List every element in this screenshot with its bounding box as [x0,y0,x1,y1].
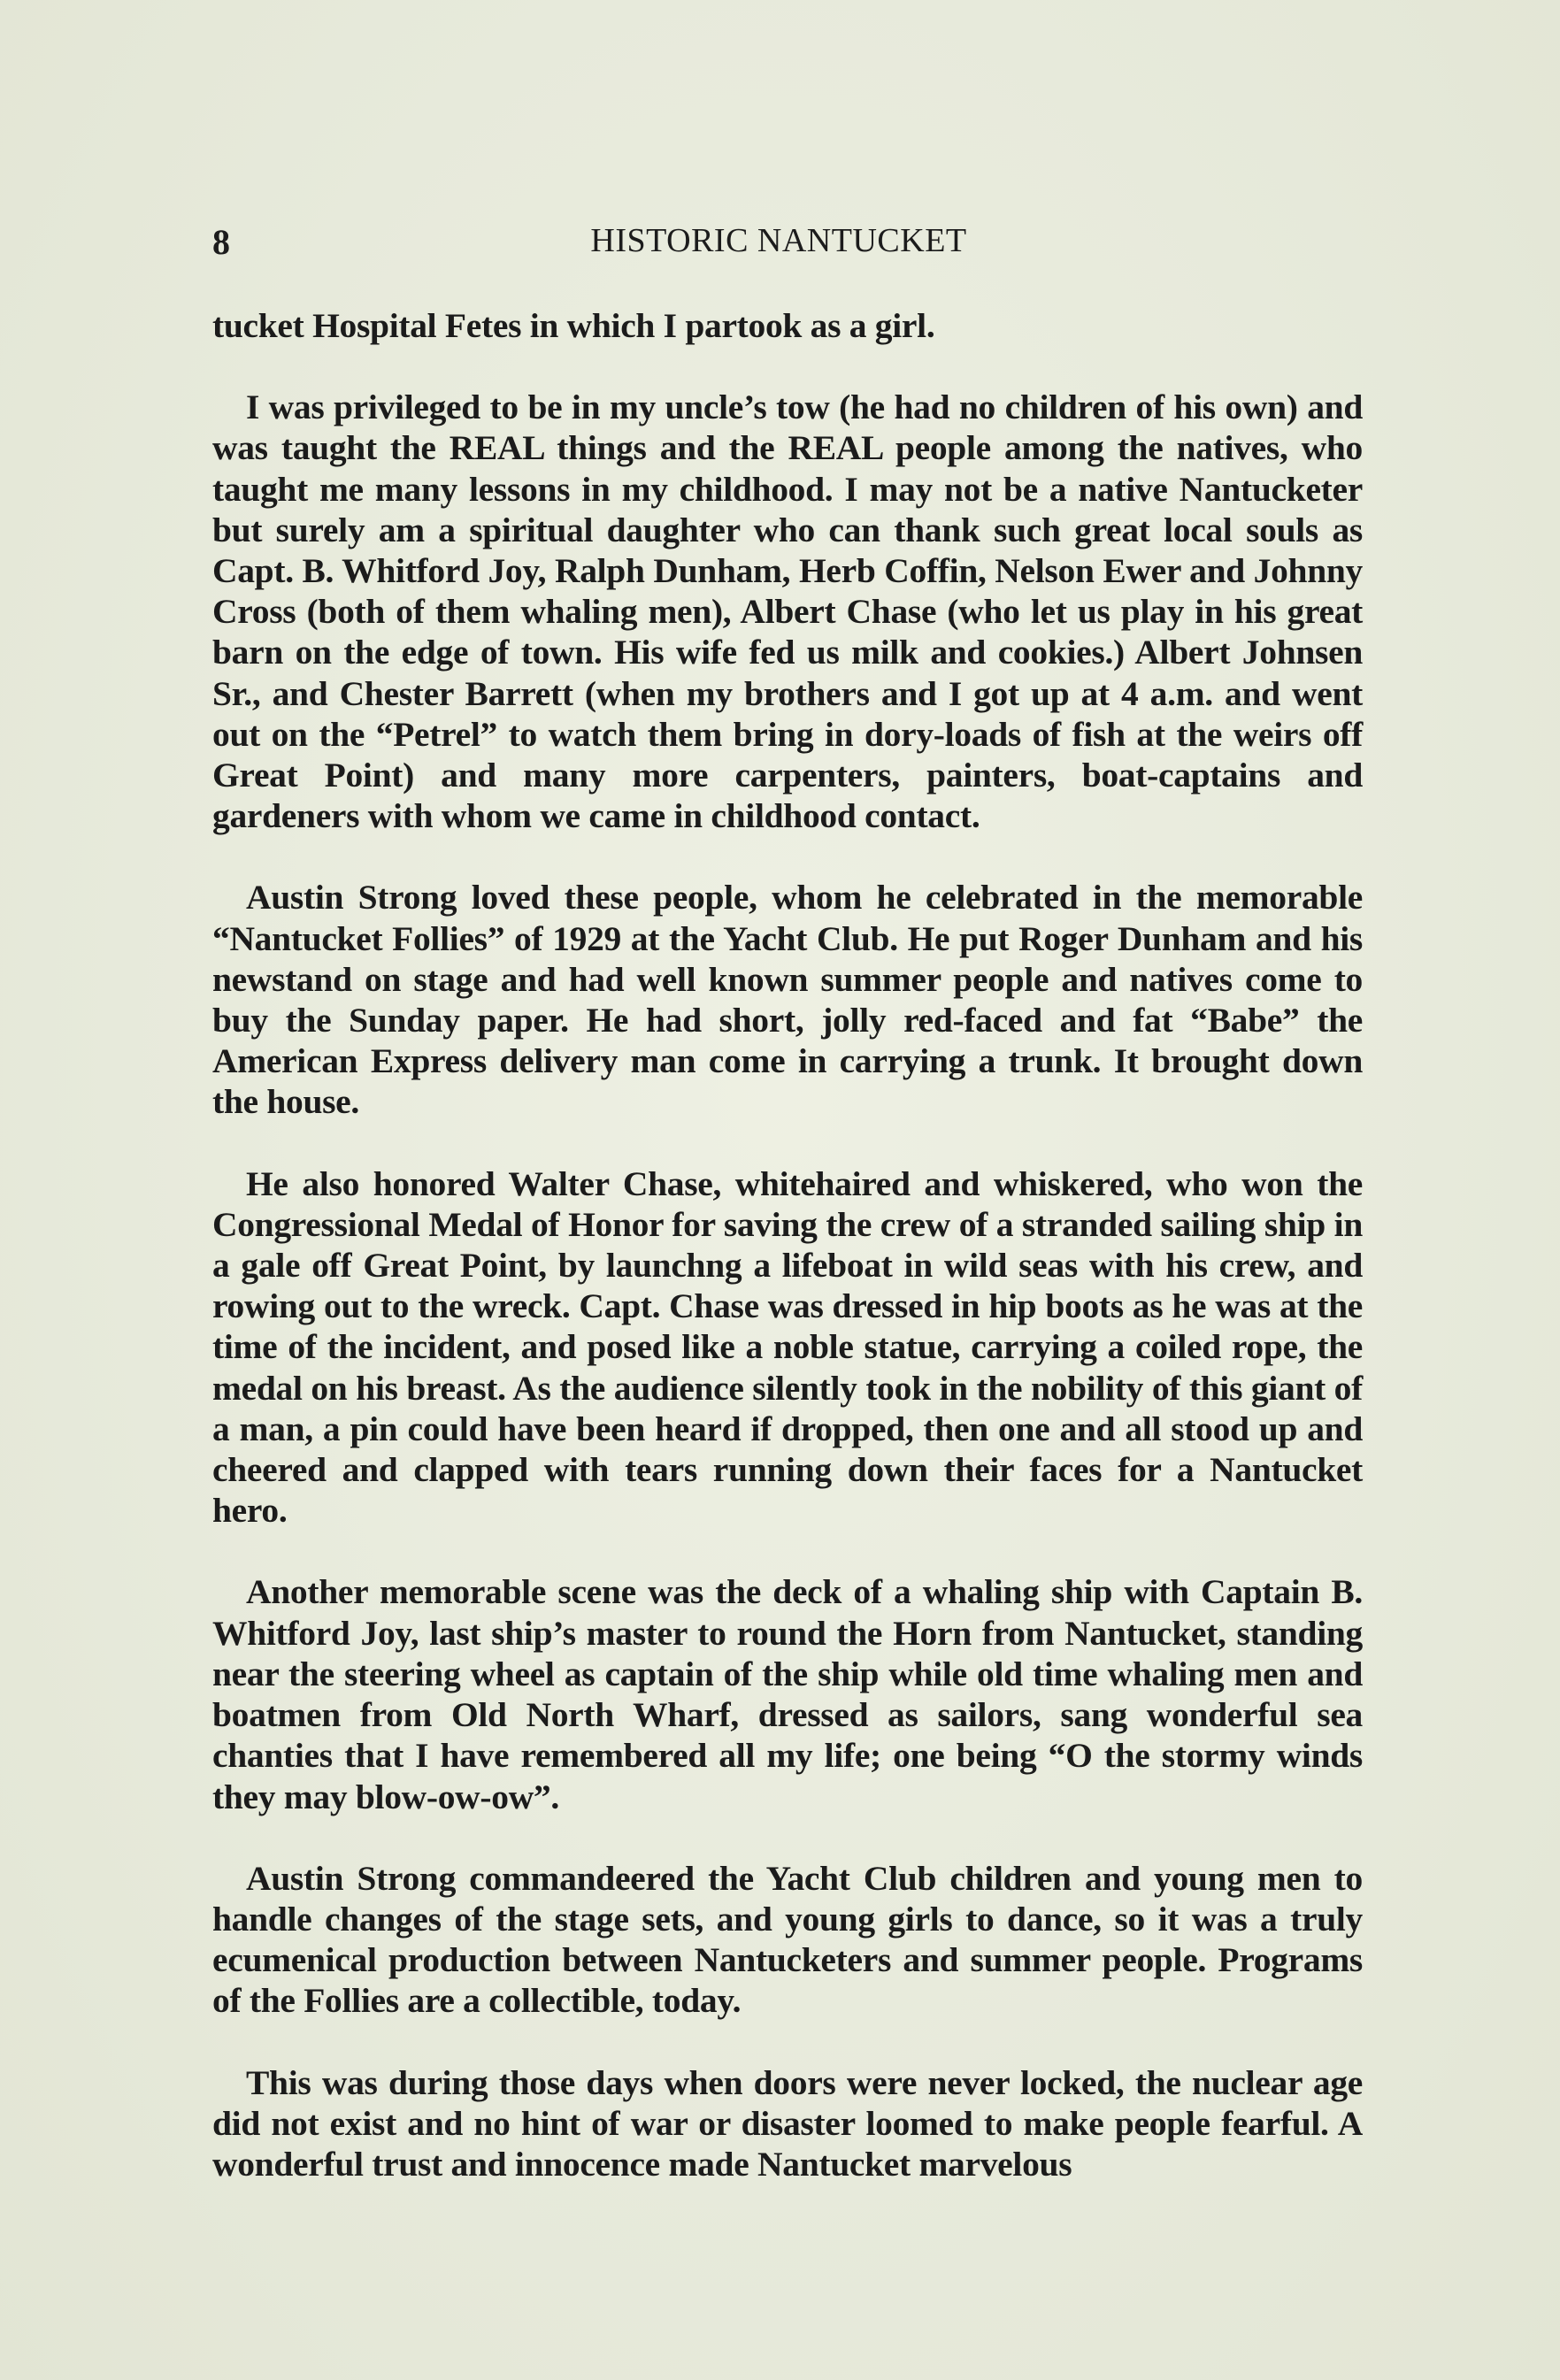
paragraph: Another memorable scene was the deck of a whaling ship with Captain B. Whitford Joy, last ship’s master to round the Horn from Nantucket, standing near the steering wheel as captain of the ship while old time whaling men and boatmen from Old North Wharf, dressed as sailors, sang wonderful sea chanties that I have remembered all my life; one being “O the stormy winds they may blow-ow-ow”. [212,1572,1363,1816]
paragraph: Austin Strong commandeered the Yacht Club children and young men to handle changes of the stage sets, and young girls to dance, so it was a truly ecumenical production between Nantucketers and summer people. Programs of the Follies are a collectible, today. [212,1858,1363,2021]
page-header [212,221,1363,265]
paragraph: This was during those days when doors were never locked, the nuclear age did not exist and no hint of war or disaster loomed to make people fearful. A wonderful trust and innocence made Nantucket marvelous [212,2062,1363,2184]
page-number: 8 [212,222,230,262]
paragraph: Austin Strong loved these people, whom he celebrated in the memorable “Nantucket Follies” of 1929 at the Yacht Club. He put Roger Dunham and his newstand on stage and had well known summer people and natives come to buy the Sunday paper. He had short, jolly red-faced and fat “Babe” the American Express delivery man come in carrying a trunk. It brought down the house. [212,878,1363,1122]
paragraph-continuation: tucket Hospital Fetes in which I partook as a girl. [212,306,935,345]
body-text [212,305,1363,2184]
paragraph: He also honored Walter Chase, whitehaired and whiskered, who won the Congressional Medal of Honor for saving the crew of a stranded sailing ship in a gale off Great Point, by launchng a lifeboat in wild seas with his crew, and rowing out to the wreck. Capt. Chase was dressed in hip boots as he was at the time of the incident, and posed like a noble statue, carrying a coiled rope, the medal on his breast. As the audience silently took in the nobility of this giant of a man, a pin could have been heard if dropped, then one and all stood up and cheered and clapped with tears running down their faces for a Nantucket hero. [212,1163,1363,1531]
running-title: HISTORIC NANTUCKET [590,222,967,259]
paragraph: I was privileged to be in my uncle’s tow (he had no children of his own) and was taught the REAL things and the REAL people among the natives, who taught me many lessons in my childhood. I may not be a native Nantucketer but surely am a spiritual daughter who can thank such great local souls as Capt. B. Whitford Joy, Ralph Dunham, Herb Coffin, Nelson Ewer and Johnny Cross (both of them whaling men), Albert Chase (who let us play in his great barn on the edge of town. His wife fed us milk and cookies.) Albert Johnsen Sr., and Chester Barrett (when my brothers and I got up at 4 a.m. and went out on the “Petrel” to watch them bring in dory-loads of fish at the weirs off Great Point) and many more carpenters, painters, boat-captains and gardeners with whom we came in childhood contact. [212,388,1363,836]
